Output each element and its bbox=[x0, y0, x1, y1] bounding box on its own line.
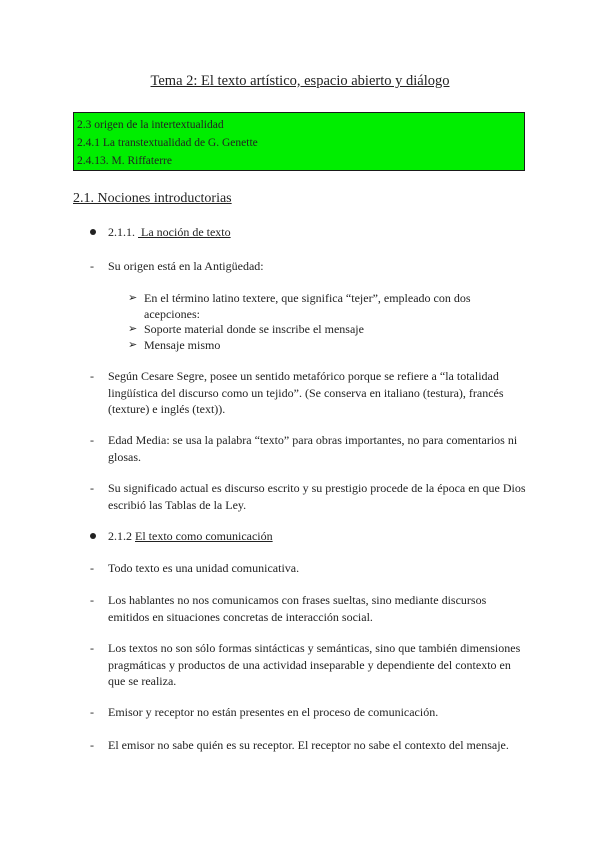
arrow-bullet-icon: ➢ bbox=[128, 322, 138, 335]
sub-list-item-text: Mensaje mismo bbox=[144, 338, 221, 352]
subsection-bullet bbox=[90, 528, 273, 544]
list-item bbox=[90, 480, 530, 513]
sub-list-item-text: Soporte material donde se inscribe el mensaje bbox=[144, 322, 364, 336]
list-item bbox=[90, 640, 530, 690]
list-item-text: Edad Media: se usa la palabra “texto” para obras importantes, no para comentarios ni glosas. bbox=[108, 433, 518, 464]
list-item-text: El emisor no sabe quién es su receptor. El receptor no sabe el contexto del mensaje. bbox=[108, 738, 509, 752]
list-item bbox=[90, 368, 530, 418]
dash-marker: - bbox=[90, 593, 94, 607]
list-item bbox=[90, 560, 530, 577]
topic-line: 2.4.1 La transtextualidad de G. Genette bbox=[77, 137, 258, 149]
highlighted-topics-box bbox=[73, 112, 525, 171]
topic-line: 2.4.13. M. Riffaterre bbox=[77, 155, 172, 167]
list-item-text: Su significado actual es discurso escrito y su prestigio procede de la época en que Dios escribió las Tablas de la Ley. bbox=[108, 481, 526, 512]
list-item bbox=[90, 737, 530, 754]
dash-marker: - bbox=[90, 481, 94, 495]
dash-marker: - bbox=[90, 369, 94, 383]
dash-marker: - bbox=[90, 705, 94, 719]
dash-marker: - bbox=[90, 641, 94, 655]
bullet-dot-icon bbox=[90, 229, 96, 235]
topic-line: 2.3 origen de la intertextualidad bbox=[77, 119, 224, 131]
sub-list-item bbox=[128, 321, 508, 337]
dash-marker: - bbox=[90, 738, 94, 752]
document-title: Tema 2: El texto artístico, espacio abierto y diálogo bbox=[150, 73, 450, 89]
list-item-text: Según Cesare Segre, posee un sentido metafórico porque se refiere a “la totalidad lingüística del discurso como un tejido”. (Se conserva en italiano (testura), francés (texture) e inglés (text)). bbox=[108, 369, 504, 416]
list-item-text: Su origen está en la Antigüedad: bbox=[108, 259, 264, 273]
list-item-text: Emisor y receptor no están presentes en el proceso de comunicación. bbox=[108, 705, 439, 719]
subsection-title: La noción de texto bbox=[138, 225, 231, 239]
sub-list-item bbox=[128, 337, 508, 353]
section-heading: 2.1. Nociones introductorias bbox=[73, 191, 232, 206]
subsection-number: 2.1.2 bbox=[108, 529, 132, 543]
arrow-bullet-icon: ➢ bbox=[128, 338, 138, 351]
bullet-dot-icon bbox=[90, 533, 96, 539]
subsection-number: 2.1.1. bbox=[108, 225, 135, 239]
subsection-bullet bbox=[90, 224, 231, 240]
list-item-text: Todo texto es una unidad comunicativa. bbox=[108, 561, 300, 575]
sub-list-item-text: En el término latino textere, que significa “tejer”, empleado con dos acepciones: bbox=[144, 291, 471, 321]
list-item bbox=[90, 704, 530, 721]
dash-marker: - bbox=[90, 259, 94, 273]
list-item bbox=[90, 432, 530, 465]
dash-marker: - bbox=[90, 433, 94, 447]
list-item-text: Los textos no son sólo formas sintácticas y semánticas, sino que también dimensiones pragmáticas y productos de una actividad inseparable y dependiente del contexto en que se realiza. bbox=[108, 641, 521, 688]
sub-list-item bbox=[128, 290, 508, 322]
arrow-bullet-icon: ➢ bbox=[128, 291, 138, 304]
list-item bbox=[90, 592, 530, 625]
list-item bbox=[90, 258, 530, 275]
dash-marker: - bbox=[90, 561, 94, 575]
list-item-text: Los hablantes no nos comunicamos con frases sueltas, sino mediante discursos emitidos en situaciones concretas de interacción social. bbox=[108, 593, 487, 624]
subsection-title: El texto como comunicación bbox=[135, 529, 273, 543]
